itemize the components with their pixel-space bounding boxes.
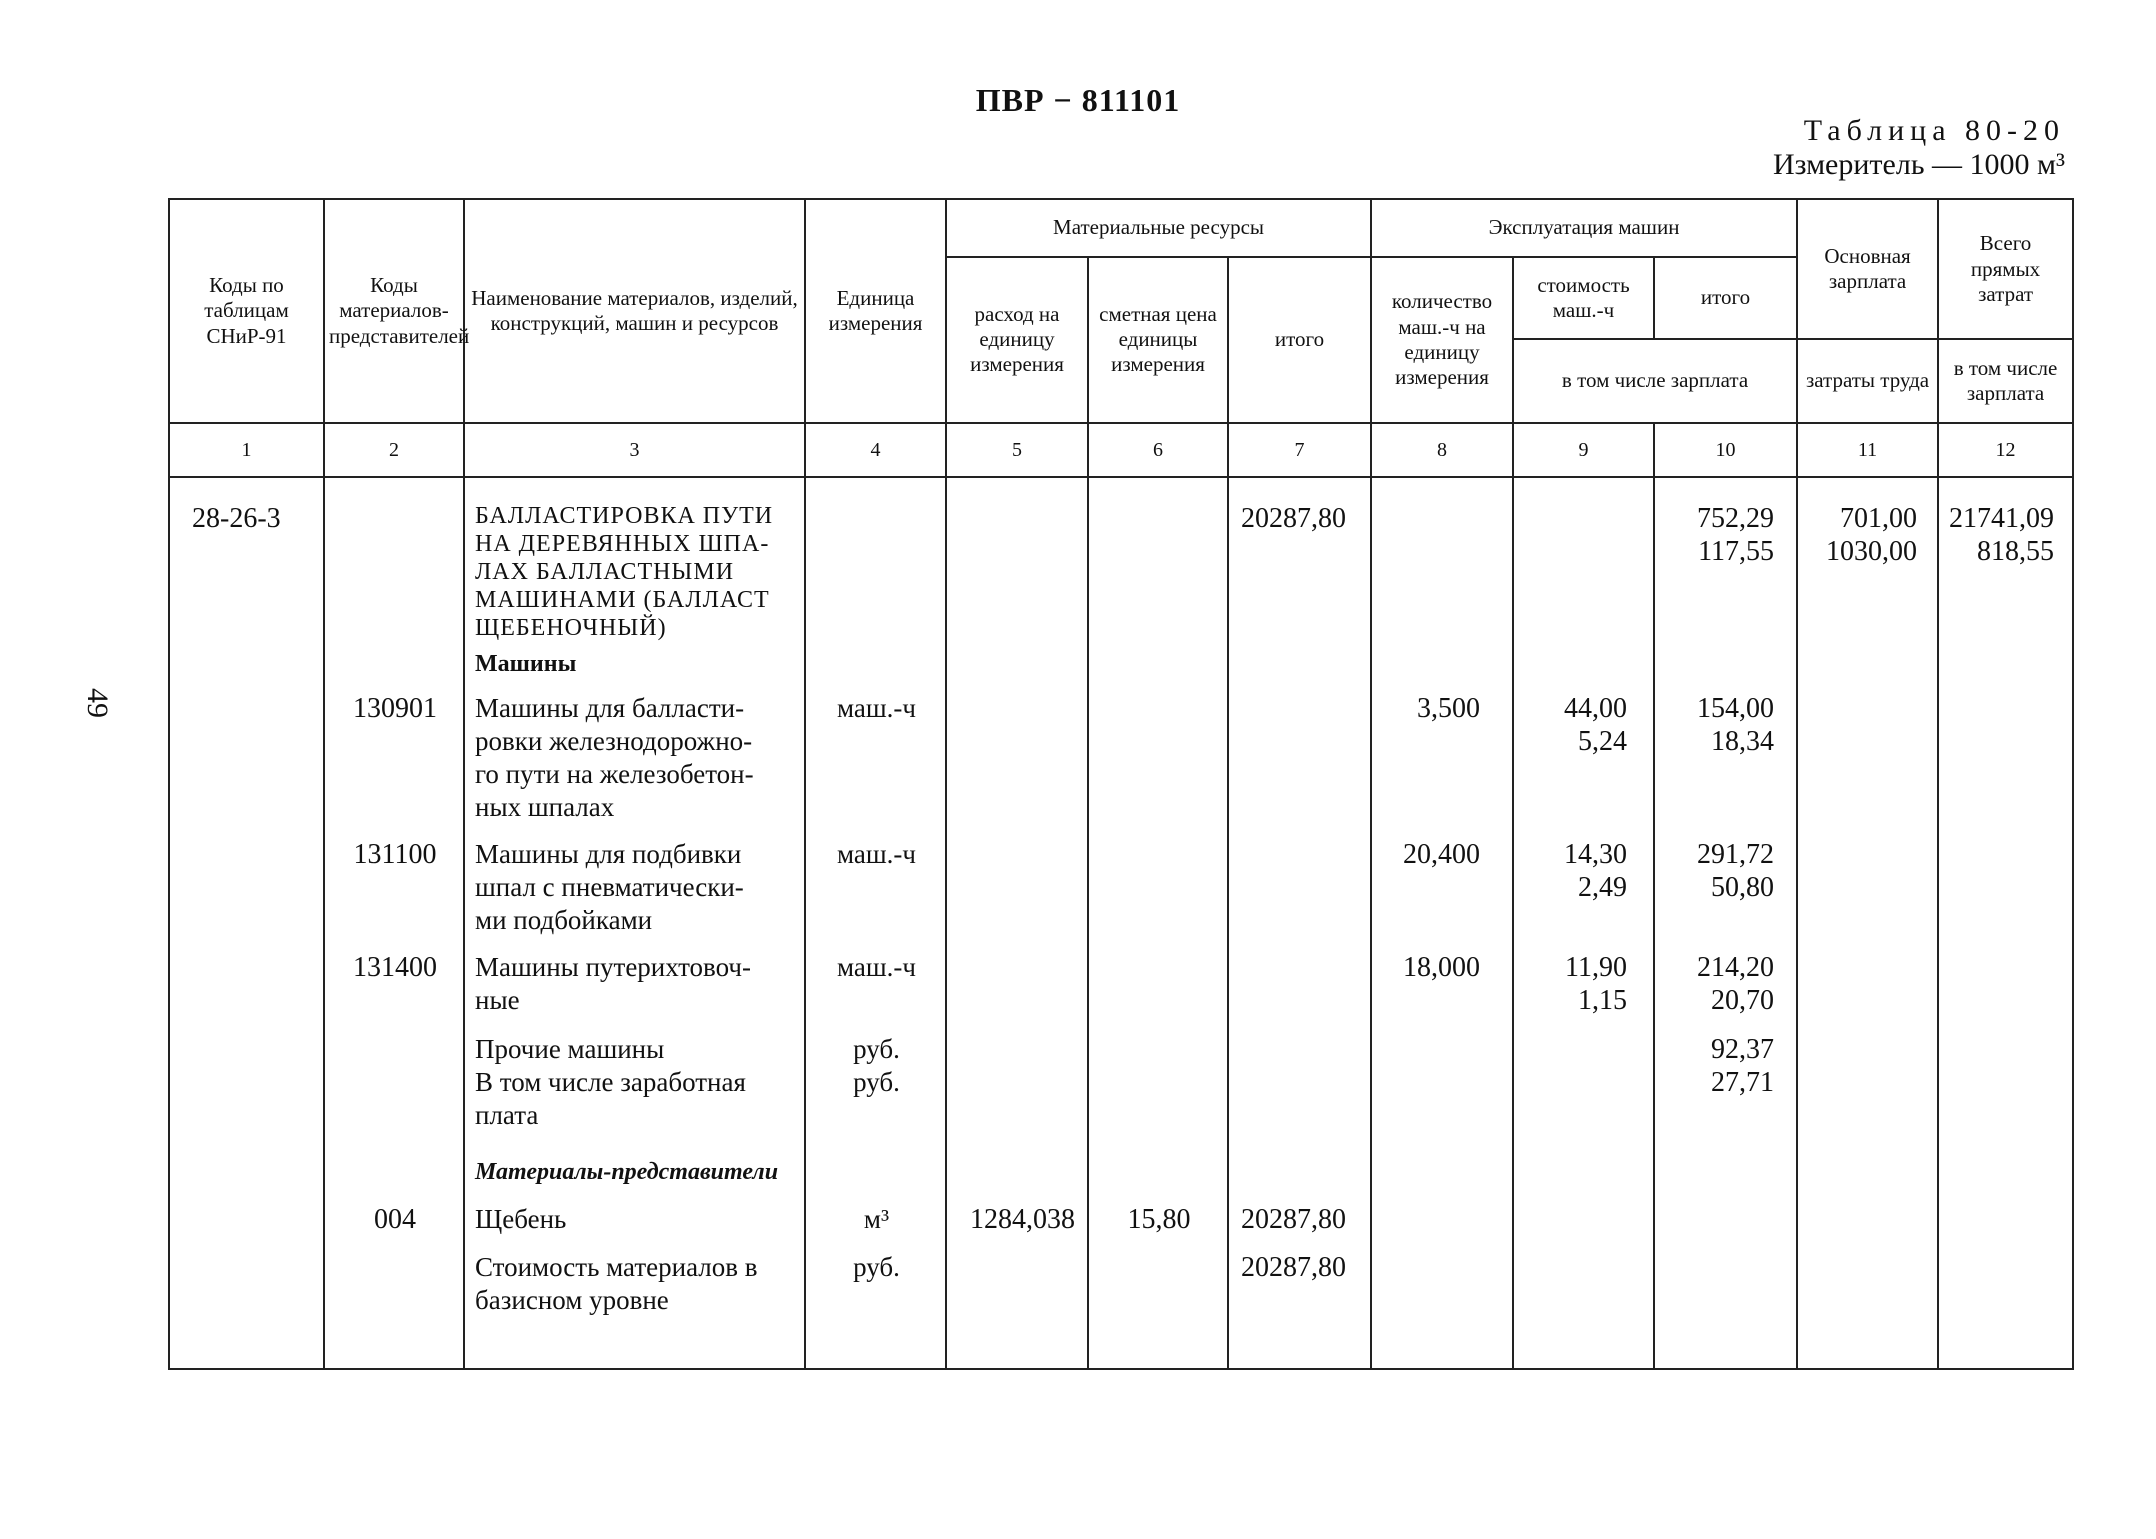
name-line: Прочие машины xyxy=(475,1034,665,1065)
c8-m1: 3,500 xyxy=(1417,693,1481,725)
material-code-m2: 131100 xyxy=(353,839,437,871)
body-col-9 xyxy=(1513,477,1654,1369)
body-col-5 xyxy=(946,477,1088,1369)
row-name-m1 xyxy=(475,692,754,824)
name-line: Машины для балласти- xyxy=(475,693,745,724)
name-line: го пути на железобетон- xyxy=(475,759,754,790)
c10-other-b: 27,71 xyxy=(1711,1067,1775,1099)
c9-m3-a: 11,90 xyxy=(1565,952,1628,984)
col-header-9-10-sub: в том числе зарплата xyxy=(1513,339,1797,423)
name-line: БАЛЛАСТИРОВКА ПУТИ xyxy=(475,503,774,530)
name-line: Машины путерихтовоч- xyxy=(475,952,751,983)
col-header-10: итого xyxy=(1654,257,1797,340)
c9-m1-b: 5,24 xyxy=(1578,726,1628,758)
column-number: 7 xyxy=(1228,423,1371,477)
c5-mat1: 1284,038 xyxy=(970,1204,1075,1236)
c10-m2-a: 291,72 xyxy=(1697,839,1775,871)
column-number: 10 xyxy=(1654,423,1797,477)
col-header-7: итого xyxy=(1228,257,1371,423)
name-line: ЛАХ БАЛЛАСТНЫМИ xyxy=(475,559,735,586)
header-row-1 xyxy=(169,199,2073,257)
row-name-other xyxy=(475,1033,746,1132)
material-code-mat1: 004 xyxy=(374,1204,416,1236)
unit-of-measure: Измеритель — 1000 м³ xyxy=(1772,148,2065,181)
material-code-m3: 131400 xyxy=(353,952,437,984)
col-header-12-sub: в том числе зарплата xyxy=(1938,339,2073,423)
column-number: 1 xyxy=(169,423,324,477)
section-title-materials: Материалы-представители xyxy=(475,1159,779,1186)
body-col-11 xyxy=(1797,477,1938,1369)
col-header-5: расход на единицу измерения xyxy=(946,257,1088,423)
table-body-row xyxy=(169,477,2073,1369)
name-line: НА ДЕРЕВЯННЫХ ШПА- xyxy=(475,531,770,558)
c10-m2-b: 50,80 xyxy=(1711,872,1775,904)
group-header-machines: Эксплуатация машин xyxy=(1371,199,1797,257)
unit-m3: маш.-ч xyxy=(837,952,916,983)
c9-m3-b: 1,15 xyxy=(1578,985,1628,1017)
c7-mat-cost: 20287,80 xyxy=(1241,1252,1347,1284)
c7-mat1: 20287,80 xyxy=(1241,1204,1347,1236)
name-line: плата xyxy=(475,1100,539,1131)
name-line: ЩЕБЕНОЧНЫЙ) xyxy=(475,615,667,642)
column-number: 6 xyxy=(1088,423,1228,477)
c10-other-a: 92,37 xyxy=(1711,1034,1775,1066)
body-col-1 xyxy=(169,477,324,1369)
column-number: 12 xyxy=(1938,423,2073,477)
c8-m3: 18,000 xyxy=(1403,952,1481,984)
row-name-mat-cost xyxy=(475,1251,758,1317)
col-header-6: сметная цена единицы измерения xyxy=(1088,257,1228,423)
col-header-2: Коды материалов-представителей xyxy=(324,199,464,423)
name-line: Машины для подбивки xyxy=(475,839,742,870)
name-line: Стоимость материалов в xyxy=(475,1252,758,1283)
column-number: 5 xyxy=(946,423,1088,477)
section-title-machines: Машины xyxy=(475,651,577,678)
column-number: 4 xyxy=(805,423,946,477)
material-code-m1: 130901 xyxy=(353,693,437,725)
c9-m2-b: 2,49 xyxy=(1578,872,1628,904)
body-col-12 xyxy=(1938,477,2073,1369)
unit-mat1: м³ xyxy=(863,1204,890,1235)
unit-mat-cost: руб. xyxy=(853,1252,900,1283)
name-line: шпал с пневматически- xyxy=(475,872,744,903)
unit-m2: маш.-ч xyxy=(837,839,916,870)
col-header-4: Единица измерения xyxy=(805,199,946,423)
row-name-mat1: Щебень xyxy=(475,1204,567,1235)
row-name-main xyxy=(475,502,773,642)
column-number: 2 xyxy=(324,423,464,477)
column-number: 9 xyxy=(1513,423,1654,477)
c12-main-a: 21741,09 xyxy=(1949,503,2055,535)
row-code-main: 28-26-3 xyxy=(192,503,281,535)
c10-m3-a: 214,20 xyxy=(1697,952,1775,984)
row-name-m3 xyxy=(475,951,751,1017)
cost-table xyxy=(168,198,2074,1370)
name-line: ные xyxy=(475,985,520,1016)
c10-main-a: 752,29 xyxy=(1697,503,1775,535)
body-col-10 xyxy=(1654,477,1797,1369)
col-header-11-sub: затраты труда xyxy=(1797,339,1938,423)
body-col-8 xyxy=(1371,477,1513,1369)
col-header-12: Всего прямых затрат xyxy=(1938,199,2073,339)
c6-mat1: 15,80 xyxy=(1127,1204,1191,1236)
name-line: МАШИНАМИ (БАЛЛАСТ xyxy=(475,587,770,614)
body-col-3 xyxy=(464,477,805,1369)
c11-main-b: 1030,00 xyxy=(1826,536,1918,568)
unit-m1: маш.-ч xyxy=(837,693,916,724)
c8-m2: 20,400 xyxy=(1403,839,1481,871)
c10-m1-a: 154,00 xyxy=(1697,693,1775,725)
name-line: ровки железнодорожно- xyxy=(475,726,753,757)
column-number-row xyxy=(169,423,2073,477)
c9-m1-a: 44,00 xyxy=(1564,693,1628,725)
document-code: ПВР − 811101 xyxy=(975,82,1181,118)
col-header-9: стоимость маш.-ч xyxy=(1513,257,1654,340)
group-header-materials: Материальные ресурсы xyxy=(946,199,1371,257)
row-name-m2 xyxy=(475,838,744,937)
col-header-3: Наименование материалов, изделий, конструкций, машин и ресурсов xyxy=(464,199,805,423)
body-col-4 xyxy=(805,477,946,1369)
column-number: 11 xyxy=(1797,423,1938,477)
c9-m2-a: 14,30 xyxy=(1564,839,1628,871)
c10-m1-b: 18,34 xyxy=(1711,726,1775,758)
c7-main: 20287,80 xyxy=(1241,503,1347,535)
body-col-6 xyxy=(1088,477,1228,1369)
body-col-7 xyxy=(1228,477,1371,1369)
table-title: Таблица 80-20 xyxy=(1803,114,2065,147)
c11-main-a: 701,00 xyxy=(1840,503,1918,535)
column-number: 8 xyxy=(1371,423,1513,477)
unit-other-a: руб. xyxy=(853,1034,900,1065)
c12-main-b: 818,55 xyxy=(1977,536,2055,568)
name-line: В том числе заработная xyxy=(475,1067,746,1098)
name-line: ных шпалах xyxy=(475,792,615,823)
body-col-2 xyxy=(324,477,464,1369)
col-header-11: Основная зарплата xyxy=(1797,199,1938,339)
name-line: базисном уровне xyxy=(475,1285,669,1316)
c10-m3-b: 20,70 xyxy=(1711,985,1775,1017)
column-number: 3 xyxy=(464,423,805,477)
c10-main-b: 117,55 xyxy=(1698,536,1775,568)
name-line: ми подбойками xyxy=(475,905,653,936)
unit-other-b: руб. xyxy=(853,1067,900,1098)
col-header-1: Коды по таблицам СНиР-91 xyxy=(169,199,324,423)
page-number: 49 xyxy=(81,688,114,718)
col-header-8: количество маш.-ч на единицу измерения xyxy=(1371,257,1513,423)
